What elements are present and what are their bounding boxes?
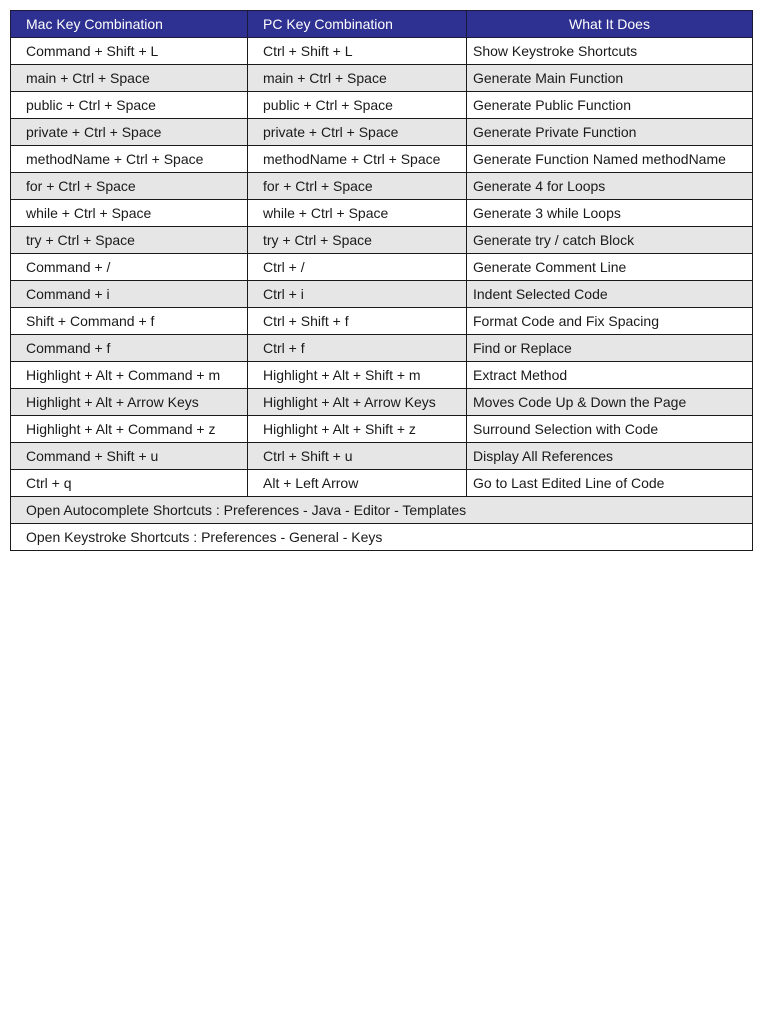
mac-cell: private + Ctrl + Space — [11, 119, 248, 146]
pc-cell: public + Ctrl + Space — [248, 92, 467, 119]
what-cell: Generate Comment Line — [467, 254, 753, 281]
table-row — [11, 308, 753, 335]
pc-cell: Ctrl + i — [248, 281, 467, 308]
mac-cell: Shift + Command + f — [11, 308, 248, 335]
what-cell: Generate Main Function — [467, 65, 753, 92]
table-row — [11, 416, 753, 443]
mac-cell: try + Ctrl + Space — [11, 227, 248, 254]
keystroke-note-row — [11, 524, 753, 551]
what-cell: Surround Selection with Code — [467, 416, 753, 443]
mac-cell: Command + / — [11, 254, 248, 281]
mac-cell: Highlight + Alt + Command + z — [11, 416, 248, 443]
what-cell: Format Code and Fix Spacing — [467, 308, 753, 335]
pc-cell: private + Ctrl + Space — [248, 119, 467, 146]
what-column-header: What It Does — [467, 11, 753, 38]
what-cell: Generate Public Function — [467, 92, 753, 119]
autocomplete-note: Open Autocomplete Shortcuts : Preferences - Java - Editor - Templates — [11, 497, 753, 524]
what-cell: Generate Private Function — [467, 119, 753, 146]
mac-cell: Command + i — [11, 281, 248, 308]
table-row — [11, 119, 753, 146]
mac-column-header: Mac Key Combination — [11, 11, 248, 38]
mac-cell: main + Ctrl + Space — [11, 65, 248, 92]
mac-cell: Ctrl + q — [11, 470, 248, 497]
what-cell: Generate Function Named methodName — [467, 146, 753, 173]
what-cell: Generate 4 for Loops — [467, 173, 753, 200]
what-cell: Go to Last Edited Line of Code — [467, 470, 753, 497]
what-cell: Display All References — [467, 443, 753, 470]
pc-cell: Alt + Left Arrow — [248, 470, 467, 497]
what-cell: Indent Selected Code — [467, 281, 753, 308]
table-row — [11, 65, 753, 92]
table-row — [11, 443, 753, 470]
pc-cell: try + Ctrl + Space — [248, 227, 467, 254]
pc-cell: for + Ctrl + Space — [248, 173, 467, 200]
mac-cell: Command + Shift + L — [11, 38, 248, 65]
mac-cell: Command + Shift + u — [11, 443, 248, 470]
what-cell: Moves Code Up & Down the Page — [467, 389, 753, 416]
table-row — [11, 470, 753, 497]
pc-column-header: PC Key Combination — [248, 11, 467, 38]
shortcut-sheet — [10, 10, 752, 551]
what-cell: Show Keystroke Shortcuts — [467, 38, 753, 65]
table-row — [11, 335, 753, 362]
what-cell: Extract Method — [467, 362, 753, 389]
mac-cell: Highlight + Alt + Command + m — [11, 362, 248, 389]
pc-cell: Ctrl + Shift + f — [248, 308, 467, 335]
mac-cell: for + Ctrl + Space — [11, 173, 248, 200]
table-row — [11, 227, 753, 254]
pc-cell: methodName + Ctrl + Space — [248, 146, 467, 173]
mac-cell: public + Ctrl + Space — [11, 92, 248, 119]
pc-cell: Ctrl + Shift + L — [248, 38, 467, 65]
pc-cell: main + Ctrl + Space — [248, 65, 467, 92]
mac-cell: methodName + Ctrl + Space — [11, 146, 248, 173]
pc-cell: Ctrl + f — [248, 335, 467, 362]
table-row — [11, 38, 753, 65]
table-row — [11, 173, 753, 200]
table-row — [11, 92, 753, 119]
table-row — [11, 362, 753, 389]
table-row — [11, 254, 753, 281]
shortcut-table — [10, 10, 753, 551]
mac-cell: Command + f — [11, 335, 248, 362]
pc-cell: Highlight + Alt + Arrow Keys — [248, 389, 467, 416]
pc-cell: Highlight + Alt + Shift + m — [248, 362, 467, 389]
table-row — [11, 146, 753, 173]
pc-cell: Ctrl + / — [248, 254, 467, 281]
table-row — [11, 281, 753, 308]
what-cell: Generate 3 while Loops — [467, 200, 753, 227]
what-cell: Find or Replace — [467, 335, 753, 362]
keystroke-note: Open Keystroke Shortcuts : Preferences - General - Keys — [11, 524, 753, 551]
mac-cell: Highlight + Alt + Arrow Keys — [11, 389, 248, 416]
table-row — [11, 200, 753, 227]
mac-cell: while + Ctrl + Space — [11, 200, 248, 227]
pc-cell: while + Ctrl + Space — [248, 200, 467, 227]
table-header-row — [11, 11, 753, 38]
table-row — [11, 389, 753, 416]
autocomplete-note-row — [11, 497, 753, 524]
pc-cell: Ctrl + Shift + u — [248, 443, 467, 470]
what-cell: Generate try / catch Block — [467, 227, 753, 254]
pc-cell: Highlight + Alt + Shift + z — [248, 416, 467, 443]
